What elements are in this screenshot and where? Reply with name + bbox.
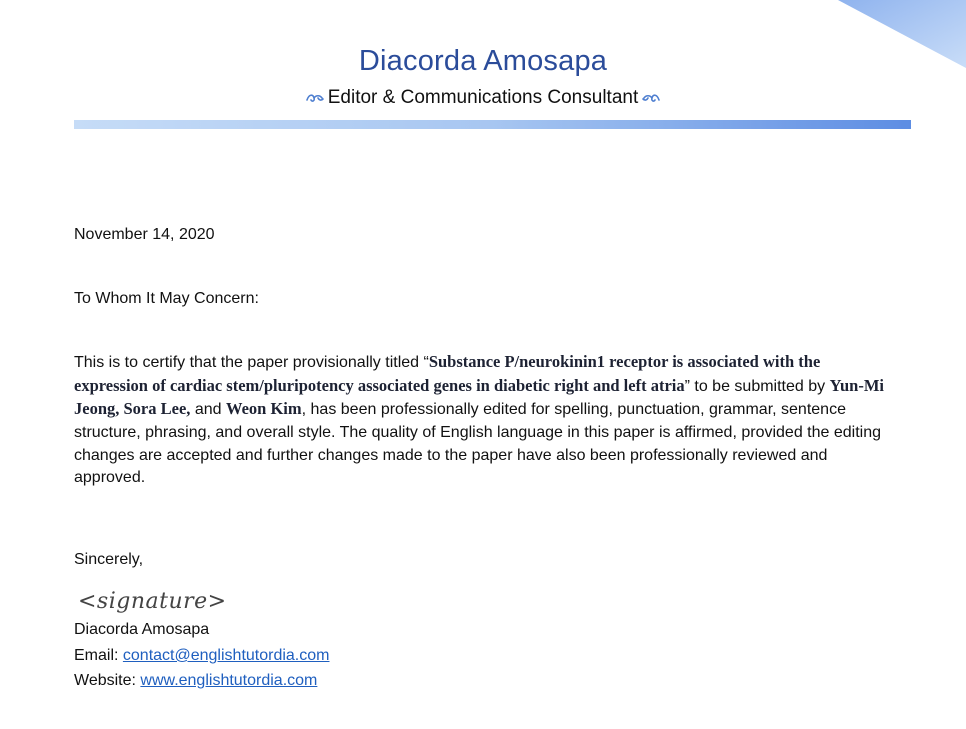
sender-subtitle (306, 86, 660, 110)
header-divider (74, 120, 911, 129)
closing: Sincerely, (74, 550, 144, 568)
letter-content (74, 224, 889, 694)
website-line (74, 668, 889, 694)
body-conjunction: and (190, 401, 226, 419)
swirl-ornament-icon (642, 92, 660, 104)
paper-title: Substance P/neurokinin1 receptor is associated with the expression of cardiac stem/pluripotency associated genes in diabetic right and left atria (74, 352, 821, 395)
body-outro: , has been professionally edited for spelling, punctuation, grammar, sentence structure, phrasing, and overall style. The quality of English language in this paper is affirmed, provided the editing changes are accepted and further changes made to the paper have also been professionally reviewed and approved. (74, 401, 881, 487)
salutation: To Whom It May Concern: (74, 289, 259, 307)
swirl-ornament-icon (306, 92, 324, 104)
authors-primary: Yun-Mi Jeong, Sora Lee, (74, 375, 884, 419)
website-label: Website: (74, 672, 141, 690)
email-link[interactable]: contact@englishtutordia.com (122, 646, 330, 664)
email-label: Email: (74, 646, 123, 664)
signature-placeholder: <signature> (78, 589, 227, 615)
website-link[interactable]: www.englishtutordia.com (140, 672, 318, 690)
certification-paragraph (74, 351, 889, 490)
body-intro: This is to certify that the paper provisionally titled “ (74, 354, 429, 372)
author-last: Weon Kim (226, 399, 302, 419)
signer-name: Diacorda Amosapa (74, 621, 210, 639)
signature-block (74, 617, 889, 694)
letter-date: November 14, 2020 (74, 226, 215, 243)
subtitle-text: Editor & Communications Consultant (327, 87, 639, 108)
body-after-title: ” to be submitted by (684, 377, 830, 395)
letterhead (0, 44, 966, 110)
sender-name: Diacorda Amosapa (358, 45, 608, 77)
email-line (74, 643, 889, 669)
